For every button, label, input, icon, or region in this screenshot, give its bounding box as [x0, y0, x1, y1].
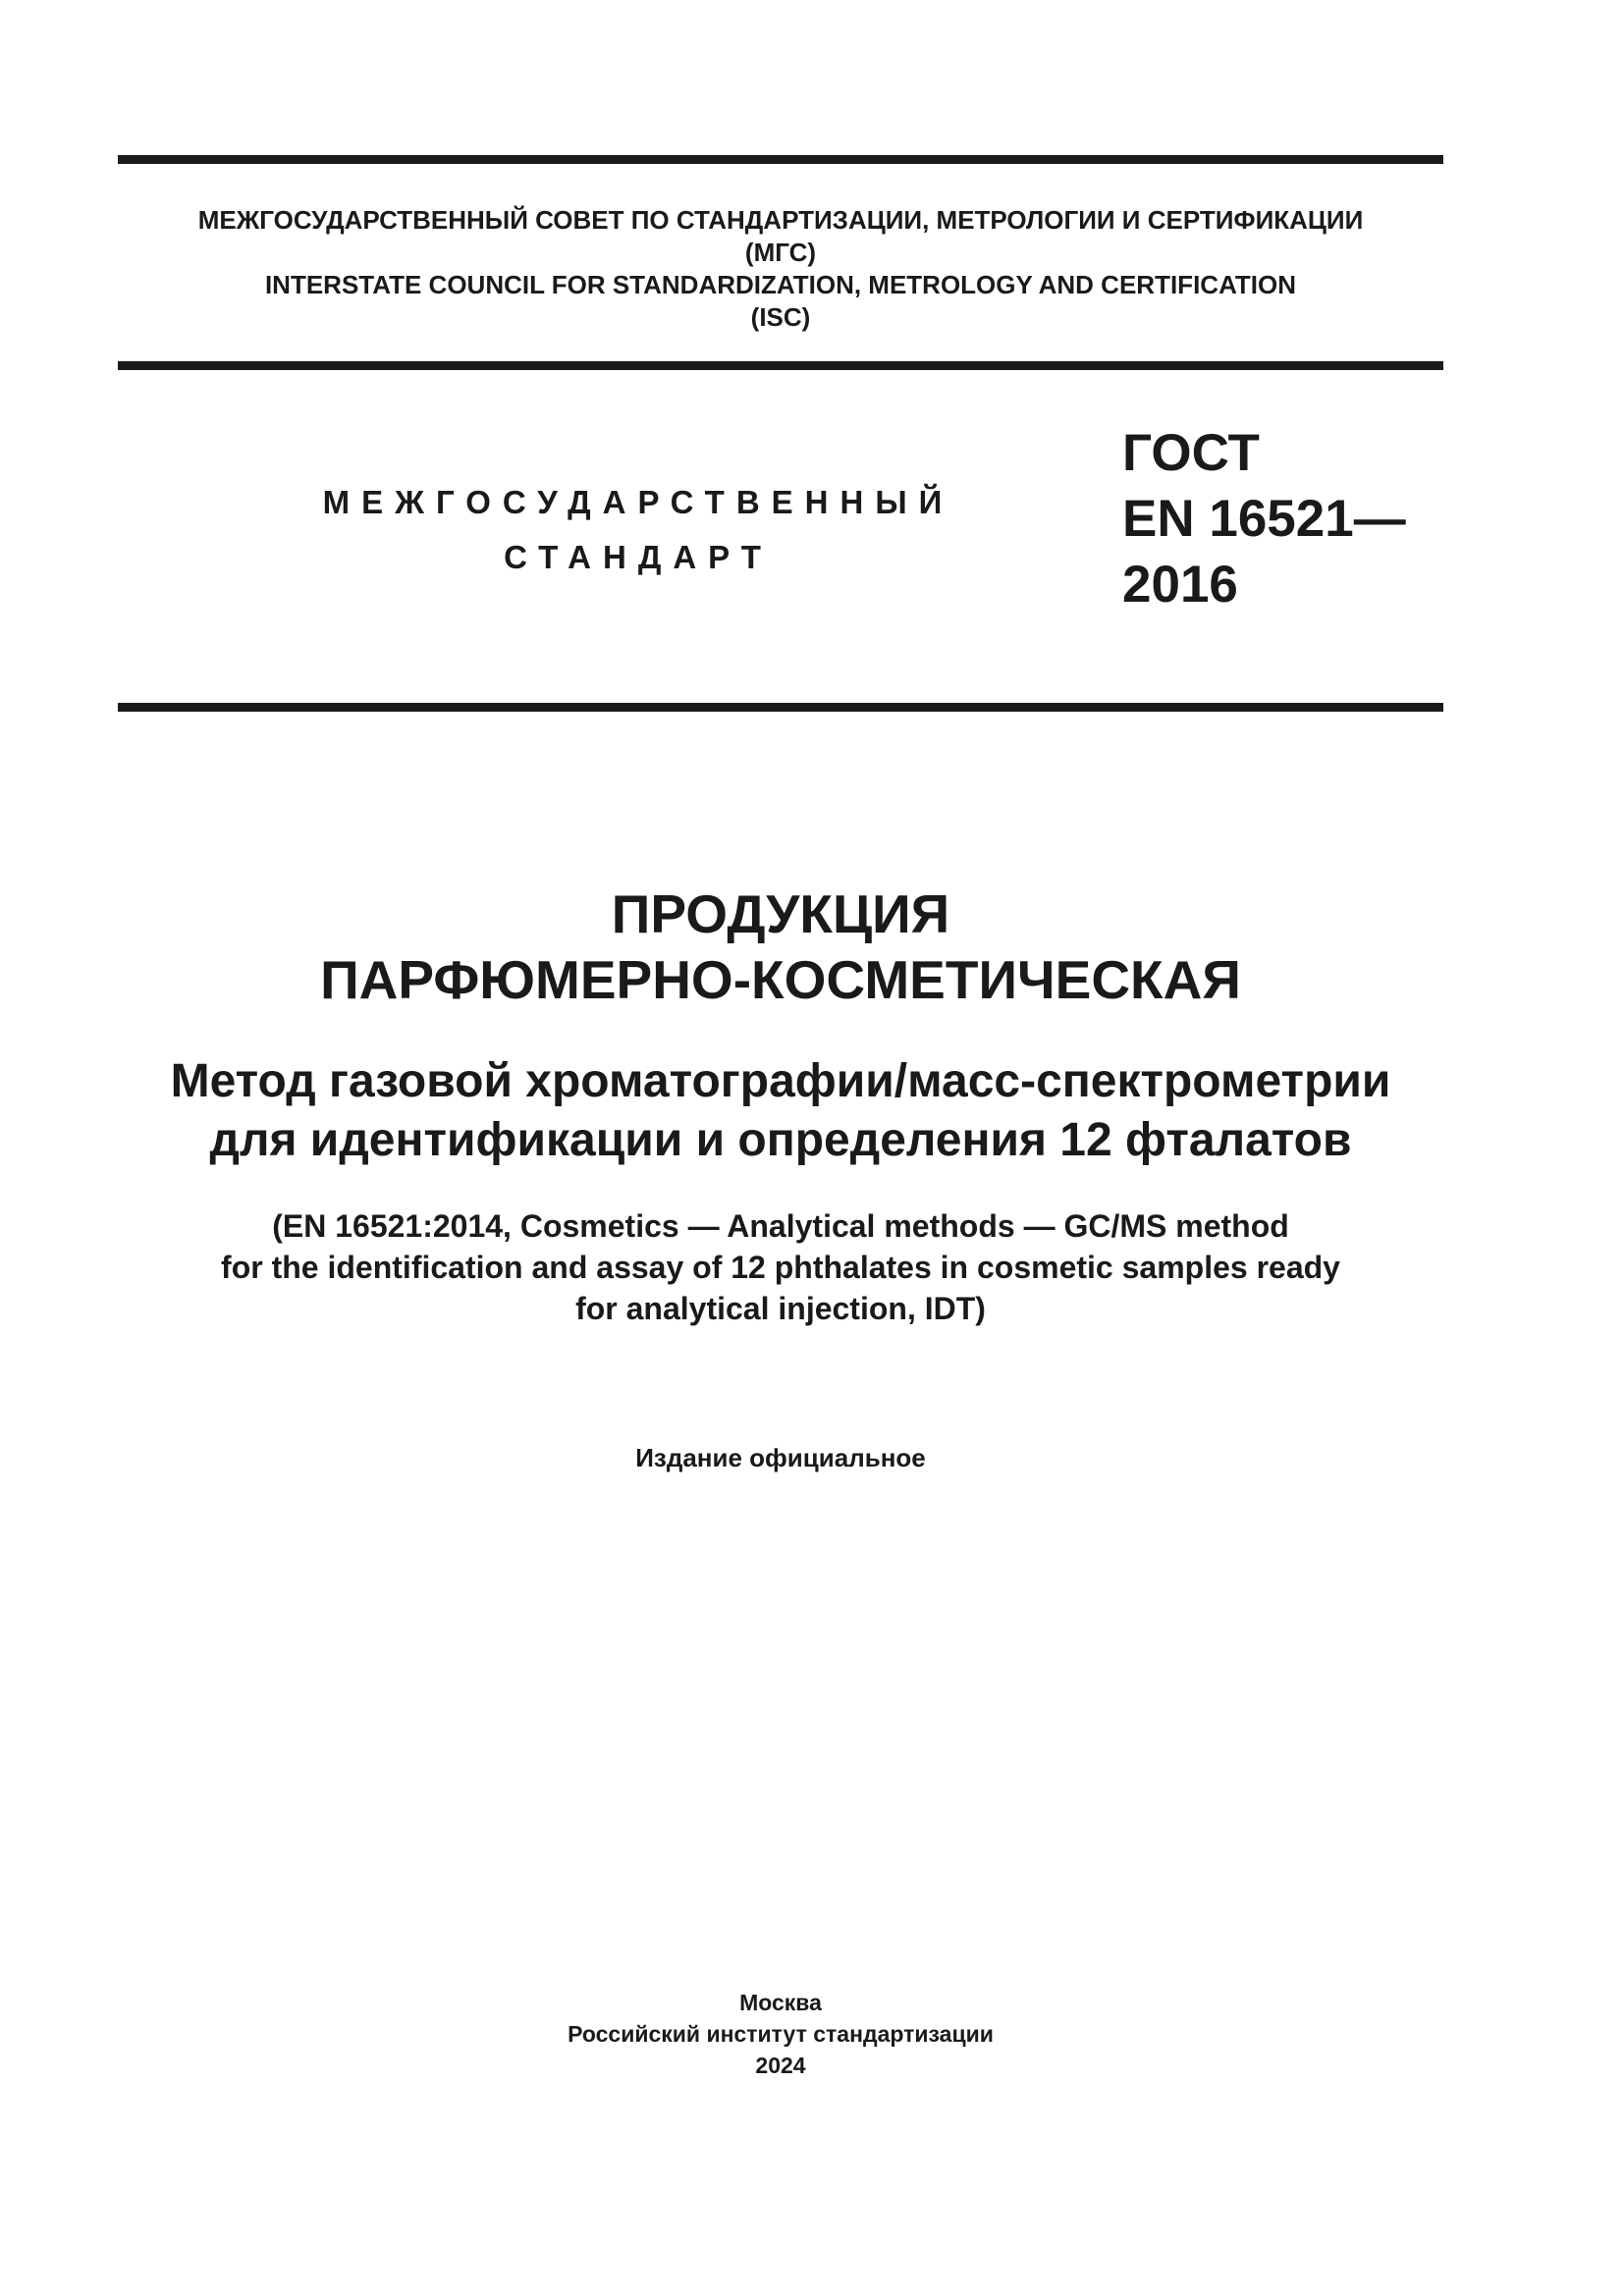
imprint-publisher: Российский институт стандартизации — [568, 2021, 994, 2047]
document-title — [118, 881, 1443, 1013]
standard-number-line1: ГОСТ — [1122, 424, 1260, 482]
imprint — [118, 1987, 1443, 2081]
edition-note: Издание официальное — [635, 1443, 926, 1472]
imprint-city: Москва — [739, 1990, 822, 2015]
imprint-year: 2024 — [755, 2053, 806, 2078]
title-en-line3: for analytical injection, IDT) — [575, 1291, 986, 1326]
council-ru-name: МЕЖГОСУДАРСТВЕННЫЙ СОВЕТ ПО СТАНДАРТИЗАЦИИ, МЕТРОЛОГИИ И СЕРТИФИКАЦИИ — [197, 205, 1364, 235]
standard-number — [1122, 420, 1406, 617]
council-en-abbr: (ISC) — [750, 302, 811, 332]
council-ru-abbr: (МГС) — [744, 238, 817, 267]
document-subtitle — [118, 1052, 1443, 1170]
standard-kind-line2: СТАНДАРТ — [504, 539, 773, 575]
top-divider — [118, 155, 1443, 164]
standard-number-line3: 2016 — [1122, 556, 1238, 614]
standard-kind — [295, 475, 982, 585]
title-main-line1: ПРОДУКЦИЯ — [611, 883, 950, 944]
designation-divider — [118, 703, 1443, 712]
standard-number-line2: EN 16521— — [1122, 490, 1406, 548]
header-divider — [118, 361, 1443, 370]
standard-kind-line1: МЕЖГОСУДАРСТВЕННЫЙ — [322, 484, 954, 520]
title-en-line2: for the identification and assay of 12 phthalates in cosmetic samples ready — [221, 1250, 1340, 1285]
title-en-line1: (EN 16521:2014, Cosmetics — Analytical methods — GC/MS method — [272, 1208, 1289, 1244]
title-sub-line2: для идентификации и определения 12 фталатов — [209, 1114, 1352, 1166]
council-header — [118, 204, 1443, 334]
title-main-line2: ПАРФЮМЕРНО-КОСМЕТИЧЕСКАЯ — [320, 949, 1241, 1010]
council-en-name: INTERSTATE COUNCIL FOR STANDARDIZATION, METROLOGY AND CERTIFICATION — [264, 270, 1297, 299]
english-title — [118, 1205, 1443, 1329]
title-sub-line1: Метод газовой хроматографии/масс-спектрометрии — [170, 1055, 1391, 1107]
